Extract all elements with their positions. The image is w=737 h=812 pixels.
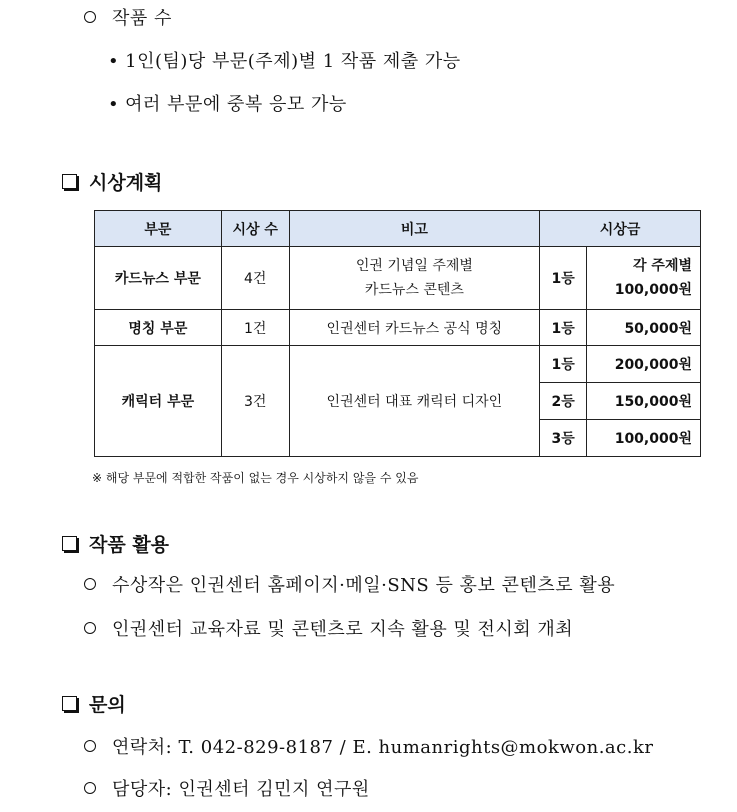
row-rank: 3등 <box>540 420 587 457</box>
usage-heading <box>62 530 169 557</box>
table-header-row <box>95 211 701 247</box>
row-note: 인권센터 카드뉴스 공식 명칭 <box>289 310 540 346</box>
row-category: 명칭 부문 <box>95 310 222 346</box>
contact-item <box>84 775 370 801</box>
circle-bullet-icon <box>84 622 96 634</box>
checkbox-square-icon <box>62 536 77 551</box>
table-row <box>95 346 701 383</box>
usage-item <box>84 615 573 641</box>
row-count: 4건 <box>221 247 289 310</box>
header-category: 부문 <box>95 211 222 247</box>
row-rank: 1등 <box>540 346 587 383</box>
dot-bullet-icon: • <box>108 94 120 115</box>
contact-heading <box>62 690 126 717</box>
contact-title: 문의 <box>89 694 126 716</box>
contact-item <box>84 733 653 759</box>
dot-bullet-icon: • <box>108 51 120 72</box>
table-row <box>95 247 701 310</box>
row-prize-line: 각 주제별 <box>633 258 692 274</box>
circle-bullet-icon <box>84 740 96 752</box>
circle-bullet-icon <box>84 782 96 794</box>
row-rank: 1등 <box>540 247 587 310</box>
header-count: 시상 수 <box>221 211 289 247</box>
entries-title: 작품 수 <box>112 8 172 29</box>
entries-heading <box>84 4 172 30</box>
row-prize <box>587 247 701 310</box>
row-note-line: 카드뉴스 콘텐츠 <box>364 282 464 298</box>
usage-item <box>84 571 615 597</box>
row-rank: 2등 <box>540 383 587 420</box>
contact-phone-email: 연락처: T. 042-829-8187 / E. humanrights@mokwon.ac.kr <box>112 737 654 758</box>
row-prize: 150,000원 <box>587 383 701 420</box>
awards-table <box>94 210 701 457</box>
circle-bullet-icon <box>84 578 96 590</box>
awards-footnote: ※ 해당 부문에 적합한 작품이 없는 경우 시상하지 않을 수 있음 <box>92 471 419 485</box>
header-note: 비고 <box>289 211 540 247</box>
table-row <box>95 310 701 346</box>
usage-item-text: 인권센터 교육자료 및 콘텐츠로 지속 활용 및 전시회 개최 <box>112 619 574 640</box>
row-category: 카드뉴스 부문 <box>95 247 222 310</box>
row-note <box>289 247 540 310</box>
checkbox-square-icon <box>62 696 77 711</box>
entries-bullet-text: 1인(팀)당 부문(주제)별 1 작품 제출 가능 <box>125 51 461 72</box>
row-note-line: 인권 기념일 주제별 <box>355 258 473 274</box>
entries-bullet <box>108 90 347 116</box>
row-prize: 100,000원 <box>587 420 701 457</box>
usage-item-text: 수상작은 인권센터 홈페이지·메일·SNS 등 홍보 콘텐츠로 활용 <box>112 575 616 596</box>
circle-bullet-icon <box>84 11 96 23</box>
usage-title: 작품 활용 <box>89 534 170 556</box>
row-prize: 50,000원 <box>587 310 701 346</box>
header-prize: 시상금 <box>540 211 701 247</box>
row-prize-line: 100,000원 <box>614 282 692 298</box>
checkbox-square-icon <box>62 174 77 189</box>
awards-heading <box>62 168 162 195</box>
row-note: 인권센터 대표 캐릭터 디자인 <box>289 346 540 457</box>
row-count: 3건 <box>221 346 289 457</box>
entries-bullet-text: 여러 부문에 중복 응모 가능 <box>125 94 347 115</box>
entries-bullet <box>108 47 461 73</box>
row-category: 캐릭터 부문 <box>95 346 222 457</box>
row-rank: 1등 <box>540 310 587 346</box>
contact-person: 담당자: 인권센터 김민지 연구원 <box>112 779 370 800</box>
awards-title: 시상계획 <box>89 172 163 194</box>
row-prize: 200,000원 <box>587 346 701 383</box>
row-count: 1건 <box>221 310 289 346</box>
